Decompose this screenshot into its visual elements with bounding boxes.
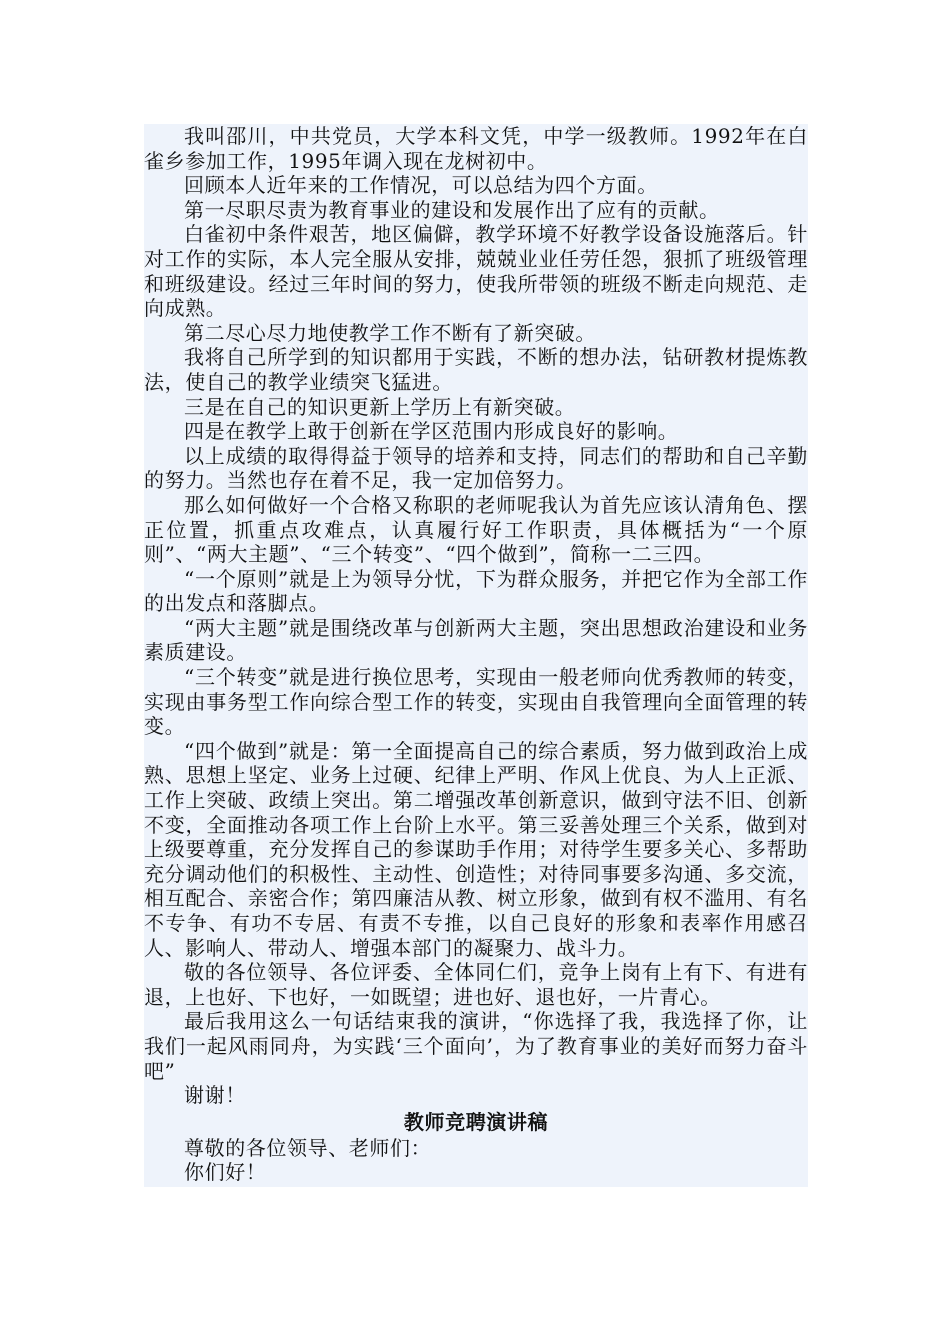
paragraph: 白雀初中条件艰苦，地区偏僻，教学环境不好教学设备设施落后。针对工作的实际，本人完全服从安排，兢兢业业任劳任怨，狠抓了班级管理和班级建设。经过三年时间的努力，使我所带领的班级不断走向规范、走向成熟。 [144, 222, 808, 321]
paragraph: “四个做到”就是：第一全面提高自己的综合素质，努力做到政治上成熟、思想上坚定、业务上过硬、纪律上严明、作风上优良、为人上正派、工作上突破、政绩上突出。第二增强改革创新意识，做到守法不旧、创新不变，全面推动各项工作上台阶上水平。第三妥善处理三个关系，做到对上级要尊重，充分发挥自己的参谋助手作用；对待学生要多关心、多帮助充分调动他们的积极性、主动性、创造性；对待同事要多沟通、多交流，相互配合、亲密合作；第四廉洁从教、树立形象，做到有权不滥用、有名不专争、有功不专居、有责不专推，以自己良好的形象和表率作用感召人、影响人、带动人、增强本部门的凝聚力、战斗力。 [144, 738, 808, 960]
paragraph: 四是在教学上敢于创新在学区范围内形成良好的影响。 [184, 419, 679, 444]
greeting: 你们好！ [184, 1160, 267, 1185]
paragraph: 三是在自己的知识更新上学历上有新突破。 [184, 394, 576, 419]
paragraph: 我叫邵川，中共党员，大学本科文凭，中学一级教师。1992年在白雀乡参加工作，1995年调入现在龙树初中。 [144, 124, 808, 173]
paragraph: 第二尽心尽力地使教学工作不断有了新突破。 [184, 320, 596, 345]
paragraph: 谢谢！ [184, 1083, 246, 1108]
paragraph: 回顾本人近年来的工作情况，可以总结为四个方面。 [184, 173, 658, 198]
paragraph: 敬的各位领导、各位评委、全体同仁们，竞争上岗有上有下、有进有退，上也好、下也好，一如既望；进也好、退也好，一片青心。 [144, 960, 808, 1009]
paragraph: 第一尽职尽责为教育事业的建设和发展作出了应有的贡献。 [184, 197, 720, 222]
paragraph: 我将自己所学到的知识都用于实践，不断的想办法，钻研教材提炼教法，使自己的教学业绩突飞猛进。 [144, 345, 808, 394]
paragraph: 最后我用这么一句话结束我的演讲，“你选择了我，我选择了你，让我们一起风雨同舟，为实践‘三个面向’，为了教育事业的美好而努力奋斗吧” [144, 1009, 808, 1083]
paragraph: 以上成绩的取得得益于领导的培养和支持，同志们的帮助和自己辛勤的努力。当然也存在着不足，我一定加倍努力。 [144, 443, 808, 493]
paragraph: “三个转变”就是进行换位思考，实现由一般老师向优秀教师的转变，实现由事务型工作向综合型工作的转变，实现由自我管理向全面管理的转变。 [144, 665, 808, 739]
paragraph: “两大主题”就是围绕改革与创新两大主题，突出思想政治建设和业务素质建设。 [144, 615, 808, 665]
speech-title: 教师竞聘演讲稿 [403, 1109, 549, 1134]
paragraph: 那么如何做好一个合格又称职的老师呢我认为首先应该认清角色、摆正位置，抓重点攻难点，认真履行好工作职责，具体概括为“一个原则”、“两大主题”、“三个转变”、“四个做到”，简称一二三四。 [144, 492, 808, 567]
document-body [144, 124, 808, 1187]
paragraph: “一个原则”就是上为领导分忧，下为群众服务，并把它作为全部工作的出发点和落脚点。 [144, 566, 808, 616]
salutation: 尊敬的各位领导、老师们： [184, 1135, 432, 1160]
